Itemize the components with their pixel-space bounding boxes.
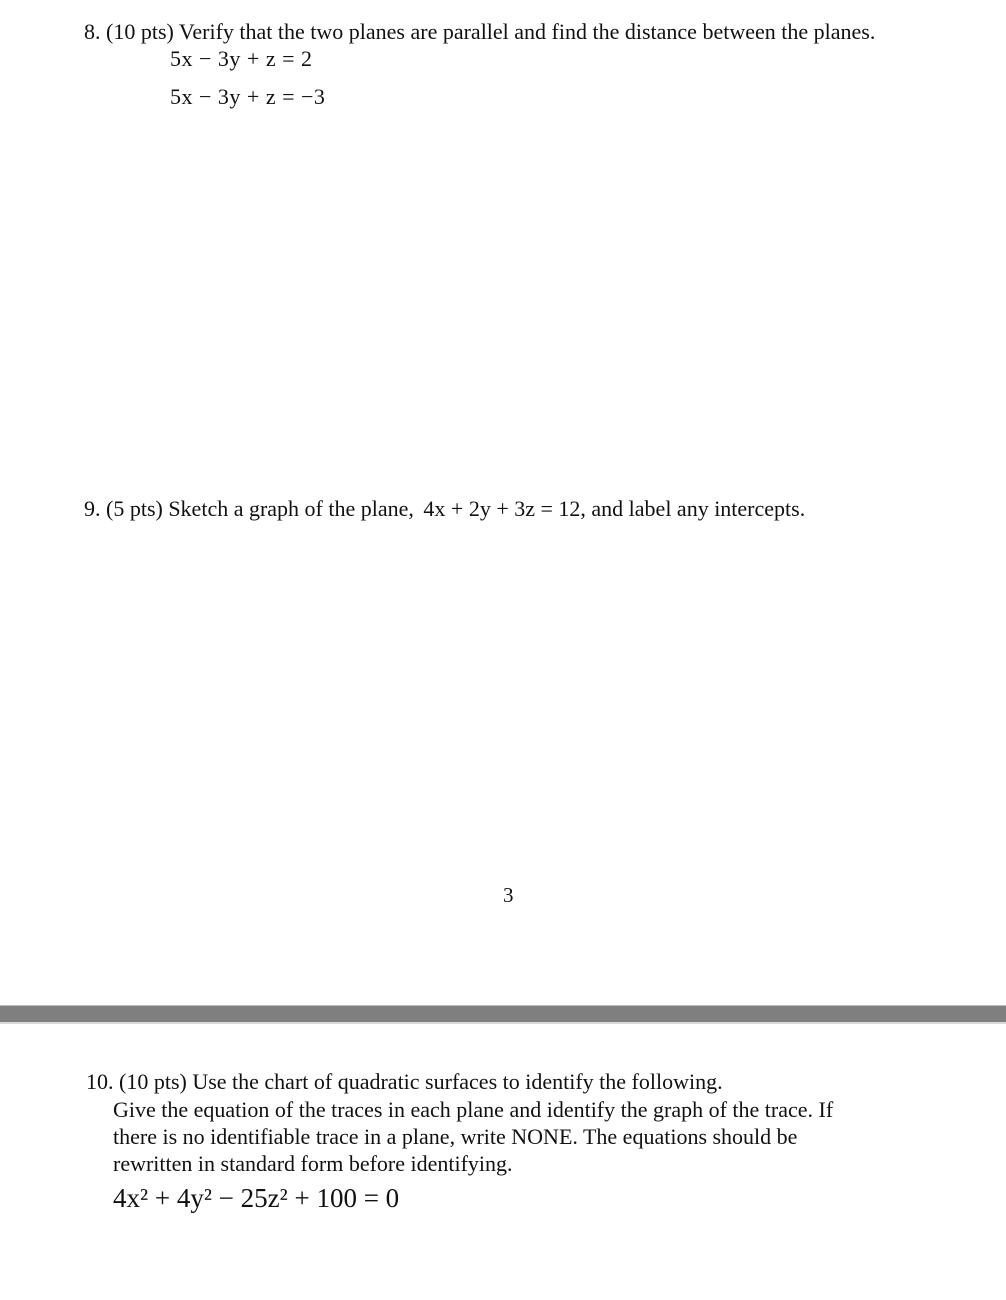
question-10-line-2: Give the equation of the traces in each plane and identify the graph of the trace. If bbox=[113, 1097, 834, 1122]
question-9-suffix: , and label any intercepts. bbox=[580, 496, 806, 521]
question-10-equation: 4x² + 4y² − 25z² + 100 = 0 bbox=[113, 1183, 400, 1213]
question-9-line bbox=[84, 496, 805, 522]
question-8-text: 8. (10 pts) Verify that the two planes are parallel and find the distance between the planes. bbox=[84, 19, 876, 44]
question-10-line-4: rewritten in standard form before identifying. bbox=[113, 1151, 513, 1176]
question-10-line-1: 10. (10 pts) Use the chart of quadratic surfaces to identify the following. bbox=[86, 1069, 723, 1094]
question-8-equation-2: 5x − 3y + z = −3 bbox=[170, 84, 326, 109]
question-8-equation-1: 5x − 3y + z = 2 bbox=[170, 46, 313, 71]
question-10-line-3: there is no identifiable trace in a plane, write NONE. The equations should be bbox=[113, 1124, 798, 1149]
page-break-divider bbox=[0, 1005, 1006, 1024]
question-9-equation: 4x + 2y + 3z = 12 bbox=[423, 496, 581, 521]
question-9-prefix: 9. (5 pts) Sketch a graph of the plane, bbox=[84, 496, 414, 521]
page-number: 3 bbox=[503, 883, 514, 907]
